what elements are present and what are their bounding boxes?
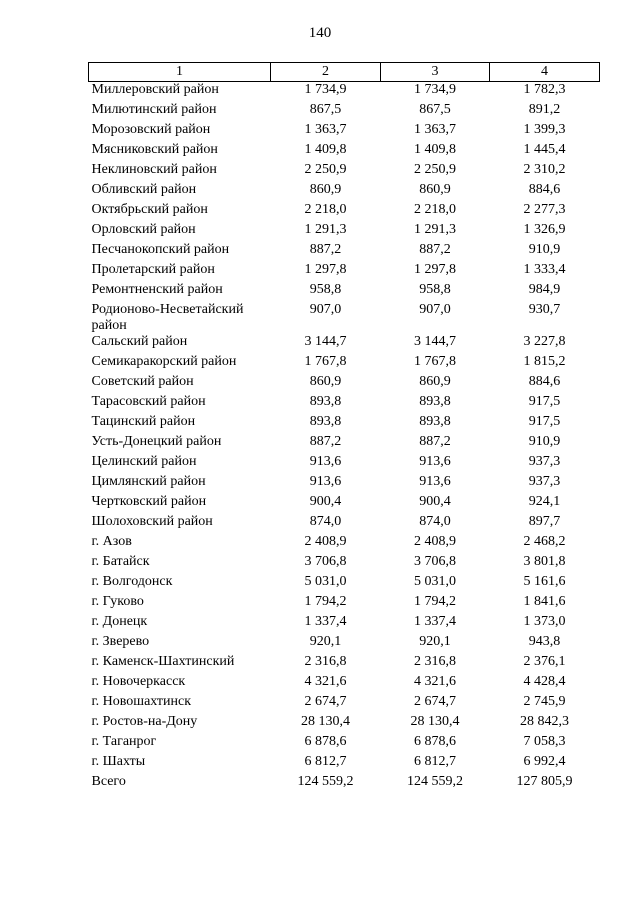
value-cell: 893,8 bbox=[419, 414, 451, 429]
value-cell: 910,9 bbox=[528, 242, 561, 257]
value-cell: 907,0 bbox=[419, 302, 451, 317]
table-row bbox=[89, 454, 600, 474]
header-row bbox=[89, 63, 600, 82]
value-cell: 860,9 bbox=[419, 182, 451, 197]
region-name-cell: Родионово-Несветайский район bbox=[91, 302, 244, 333]
value-cell: 3 706,8 bbox=[414, 554, 456, 569]
value-cell: 907,0 bbox=[309, 302, 342, 317]
table-row bbox=[89, 714, 600, 734]
region-name-cell: Советский район bbox=[91, 374, 194, 389]
table-row bbox=[89, 242, 600, 262]
value-cell: 1 337,4 bbox=[414, 614, 456, 629]
table-row bbox=[89, 282, 600, 302]
value-cell: 887,2 bbox=[309, 242, 342, 257]
value-cell: 887,2 bbox=[309, 434, 342, 449]
value-cell: 917,5 bbox=[528, 414, 561, 429]
value-cell: 884,6 bbox=[528, 374, 561, 389]
value-cell: 1 767,8 bbox=[414, 354, 456, 369]
value-cell: 958,8 bbox=[419, 282, 451, 297]
region-name-cell: Усть-Донецкий район bbox=[91, 434, 222, 449]
value-cell: 1 767,8 bbox=[304, 354, 347, 369]
region-name-cell: Тарасовский район bbox=[91, 394, 206, 409]
table-row bbox=[89, 534, 600, 554]
table-row bbox=[89, 142, 600, 162]
value-cell: 900,4 bbox=[419, 494, 451, 509]
value-cell: 1 841,6 bbox=[523, 594, 566, 609]
region-name-cell: Тацинский район bbox=[91, 414, 196, 429]
value-cell: 2 408,9 bbox=[414, 534, 456, 549]
column-header: 4 bbox=[490, 63, 600, 82]
value-cell: 3 801,8 bbox=[523, 554, 566, 569]
table-header bbox=[89, 63, 600, 82]
value-cell: 2 218,0 bbox=[414, 202, 456, 217]
table-row bbox=[89, 434, 600, 454]
value-cell: 913,6 bbox=[309, 454, 342, 469]
value-cell: 124 559,2 bbox=[407, 774, 463, 789]
value-cell: 1 409,8 bbox=[304, 142, 347, 157]
value-cell: 1 337,4 bbox=[304, 614, 347, 629]
value-cell: 924,1 bbox=[528, 494, 561, 509]
table-row bbox=[89, 754, 600, 774]
value-cell: 5 031,0 bbox=[304, 574, 347, 589]
table-row bbox=[89, 694, 600, 714]
value-cell: 867,5 bbox=[419, 102, 451, 117]
value-cell: 6 812,7 bbox=[304, 754, 347, 769]
table-row bbox=[89, 494, 600, 514]
table-row bbox=[89, 594, 600, 614]
value-cell: 860,9 bbox=[419, 374, 451, 389]
value-cell: 6 992,4 bbox=[523, 754, 566, 769]
region-name-cell: Морозовский район bbox=[91, 122, 211, 137]
value-cell: 5 161,6 bbox=[523, 574, 566, 589]
value-cell: 28 130,4 bbox=[301, 714, 350, 729]
value-cell: 6 878,6 bbox=[304, 734, 347, 749]
value-cell: 1 333,4 bbox=[523, 262, 566, 277]
value-cell: 2 310,2 bbox=[523, 162, 566, 177]
value-cell: 2 277,3 bbox=[523, 202, 566, 217]
value-cell: 913,6 bbox=[419, 454, 451, 469]
page-number: 140 bbox=[308, 25, 332, 41]
value-cell: 7 058,3 bbox=[523, 734, 566, 749]
column-header: 2 bbox=[271, 63, 381, 82]
value-cell: 3 706,8 bbox=[304, 554, 347, 569]
value-cell: 3 144,7 bbox=[304, 334, 347, 349]
value-cell: 2 674,7 bbox=[414, 694, 456, 709]
region-name-cell: г. Таганрог bbox=[91, 734, 157, 749]
table-row bbox=[89, 774, 600, 794]
value-cell: 1 363,7 bbox=[414, 122, 456, 137]
table-row bbox=[89, 614, 600, 634]
value-cell: 943,8 bbox=[528, 634, 561, 649]
value-cell: 124 559,2 bbox=[297, 774, 354, 789]
region-name-cell: Семикаракорский район bbox=[91, 354, 237, 369]
value-cell: 1 291,3 bbox=[414, 222, 456, 237]
value-cell: 920,1 bbox=[419, 634, 451, 649]
region-name-cell: г. Каменск-Шахтинский bbox=[91, 654, 235, 669]
value-cell: 5 031,0 bbox=[414, 574, 456, 589]
region-name-cell: Целинский район bbox=[91, 454, 197, 469]
value-cell: 2 468,2 bbox=[523, 534, 566, 549]
value-cell: 2 376,1 bbox=[523, 654, 566, 669]
value-cell: 860,9 bbox=[309, 374, 342, 389]
value-cell: 1 815,2 bbox=[523, 354, 566, 369]
table-row bbox=[89, 474, 600, 494]
table-row bbox=[89, 414, 600, 434]
value-cell: 28 130,4 bbox=[410, 714, 460, 729]
region-name-cell: Октябрьский район bbox=[91, 202, 208, 217]
table-row bbox=[89, 182, 600, 202]
value-cell: 1 363,7 bbox=[304, 122, 347, 137]
value-cell: 1 734,9 bbox=[304, 82, 347, 97]
value-cell: 958,8 bbox=[309, 282, 342, 297]
value-cell: 28 842,3 bbox=[520, 714, 569, 729]
table-row bbox=[89, 354, 600, 374]
value-cell: 930,7 bbox=[528, 302, 561, 317]
value-cell: 4 428,4 bbox=[523, 674, 566, 689]
value-cell: 2 316,8 bbox=[414, 654, 456, 669]
region-name-cell: г. Донецк bbox=[91, 614, 148, 629]
value-cell: 1 782,3 bbox=[523, 82, 566, 97]
region-name-cell: Чертковский район bbox=[91, 494, 207, 509]
region-name-cell: г. Ростов-на-Дону bbox=[91, 714, 198, 729]
region-name-cell: г. Гуково bbox=[91, 594, 144, 609]
value-cell: 984,9 bbox=[528, 282, 561, 297]
value-cell: 891,2 bbox=[528, 102, 561, 117]
value-cell: 2 218,0 bbox=[304, 202, 347, 217]
table-row bbox=[89, 394, 600, 414]
value-cell: 884,6 bbox=[528, 182, 561, 197]
value-cell: 4 321,6 bbox=[304, 674, 347, 689]
value-cell: 917,5 bbox=[528, 394, 561, 409]
value-cell: 4 321,6 bbox=[414, 674, 456, 689]
value-cell: 2 745,9 bbox=[523, 694, 566, 709]
value-cell: 2 408,9 bbox=[304, 534, 347, 549]
value-cell: 1 794,2 bbox=[304, 594, 347, 609]
value-cell: 913,6 bbox=[419, 474, 451, 489]
value-cell: 910,9 bbox=[528, 434, 561, 449]
value-cell: 3 144,7 bbox=[414, 334, 456, 349]
value-cell: 1 445,4 bbox=[523, 142, 566, 157]
table-row bbox=[89, 734, 600, 754]
column-header: 1 bbox=[89, 63, 271, 82]
region-name-cell: Миллеровский район bbox=[91, 82, 219, 97]
value-cell: 6 878,6 bbox=[414, 734, 456, 749]
region-name-cell: г. Шахты bbox=[91, 754, 146, 769]
region-name-cell: Шолоховский район bbox=[91, 514, 213, 529]
region-name-cell: Мясниковский район bbox=[91, 142, 218, 157]
region-name-cell: г. Новочеркасск bbox=[91, 674, 186, 689]
region-name-cell: Песчанокопский район bbox=[91, 242, 230, 257]
value-cell: 3 227,8 bbox=[523, 334, 566, 349]
table-row bbox=[89, 122, 600, 142]
value-cell: 937,3 bbox=[528, 454, 561, 469]
value-cell: 860,9 bbox=[309, 182, 342, 197]
table-row bbox=[89, 202, 600, 222]
value-cell: 6 812,7 bbox=[414, 754, 456, 769]
table-row bbox=[89, 654, 600, 674]
value-cell: 893,8 bbox=[419, 394, 451, 409]
table-row bbox=[89, 102, 600, 122]
table-row bbox=[89, 162, 600, 182]
region-name-cell: г. Батайск bbox=[91, 554, 150, 569]
column-header: 3 bbox=[381, 63, 490, 82]
value-cell: 1 794,2 bbox=[414, 594, 456, 609]
table-row bbox=[89, 554, 600, 574]
value-cell: 874,0 bbox=[419, 514, 451, 529]
value-cell: 937,3 bbox=[528, 474, 561, 489]
value-cell: 1 409,8 bbox=[414, 142, 456, 157]
region-name-cell: Обливский район bbox=[91, 182, 197, 197]
value-cell: 1 297,8 bbox=[414, 262, 456, 277]
region-name-cell: г. Новошахтинск bbox=[91, 694, 192, 709]
value-cell: 1 326,9 bbox=[523, 222, 566, 237]
value-cell: 893,8 bbox=[309, 414, 342, 429]
region-name-cell: Милютинский район bbox=[91, 102, 217, 117]
table-row bbox=[89, 574, 600, 594]
value-cell: 897,7 bbox=[528, 514, 561, 529]
region-name-cell: г. Азов bbox=[91, 534, 132, 549]
region-name-cell: г. Зверево bbox=[91, 634, 150, 649]
value-cell: 887,2 bbox=[419, 242, 451, 257]
region-name-cell: Ремонтненский район bbox=[91, 282, 223, 297]
table-row bbox=[89, 634, 600, 654]
value-cell: 2 250,9 bbox=[414, 162, 456, 177]
value-cell: 874,0 bbox=[309, 514, 342, 529]
data-table bbox=[88, 62, 600, 794]
region-name-cell: г. Волгодонск bbox=[91, 574, 173, 589]
value-cell: 127 805,9 bbox=[516, 774, 573, 789]
value-cell: 1 297,8 bbox=[304, 262, 347, 277]
table-row bbox=[89, 222, 600, 242]
table-row bbox=[89, 374, 600, 394]
region-name-cell: Орловский район bbox=[91, 222, 196, 237]
value-cell: 893,8 bbox=[309, 394, 342, 409]
region-name-cell: Пролетарский район bbox=[91, 262, 215, 277]
value-cell: 2 674,7 bbox=[304, 694, 347, 709]
value-cell: 867,5 bbox=[309, 102, 342, 117]
region-name-cell: Цимлянский район bbox=[91, 474, 206, 489]
table-body bbox=[89, 82, 600, 795]
value-cell: 2 250,9 bbox=[304, 162, 347, 177]
value-cell: 2 316,8 bbox=[304, 654, 347, 669]
value-cell: 1 373,0 bbox=[523, 614, 566, 629]
value-cell: 887,2 bbox=[419, 434, 451, 449]
value-cell: 1 291,3 bbox=[304, 222, 347, 237]
value-cell: 1 734,9 bbox=[414, 82, 456, 97]
value-cell: 913,6 bbox=[309, 474, 342, 489]
region-name-cell: Сальский район bbox=[91, 334, 188, 349]
value-cell: 900,4 bbox=[309, 494, 342, 509]
table-row bbox=[89, 302, 600, 334]
value-cell: 1 399,3 bbox=[523, 122, 566, 137]
table-row bbox=[89, 262, 600, 282]
table-row bbox=[89, 334, 600, 354]
value-cell: 920,1 bbox=[309, 634, 342, 649]
table-row bbox=[89, 514, 600, 534]
table-row bbox=[89, 82, 600, 103]
region-name-cell: Всего bbox=[91, 774, 126, 789]
region-name-cell: Неклиновский район bbox=[91, 162, 217, 177]
table-row bbox=[89, 674, 600, 694]
